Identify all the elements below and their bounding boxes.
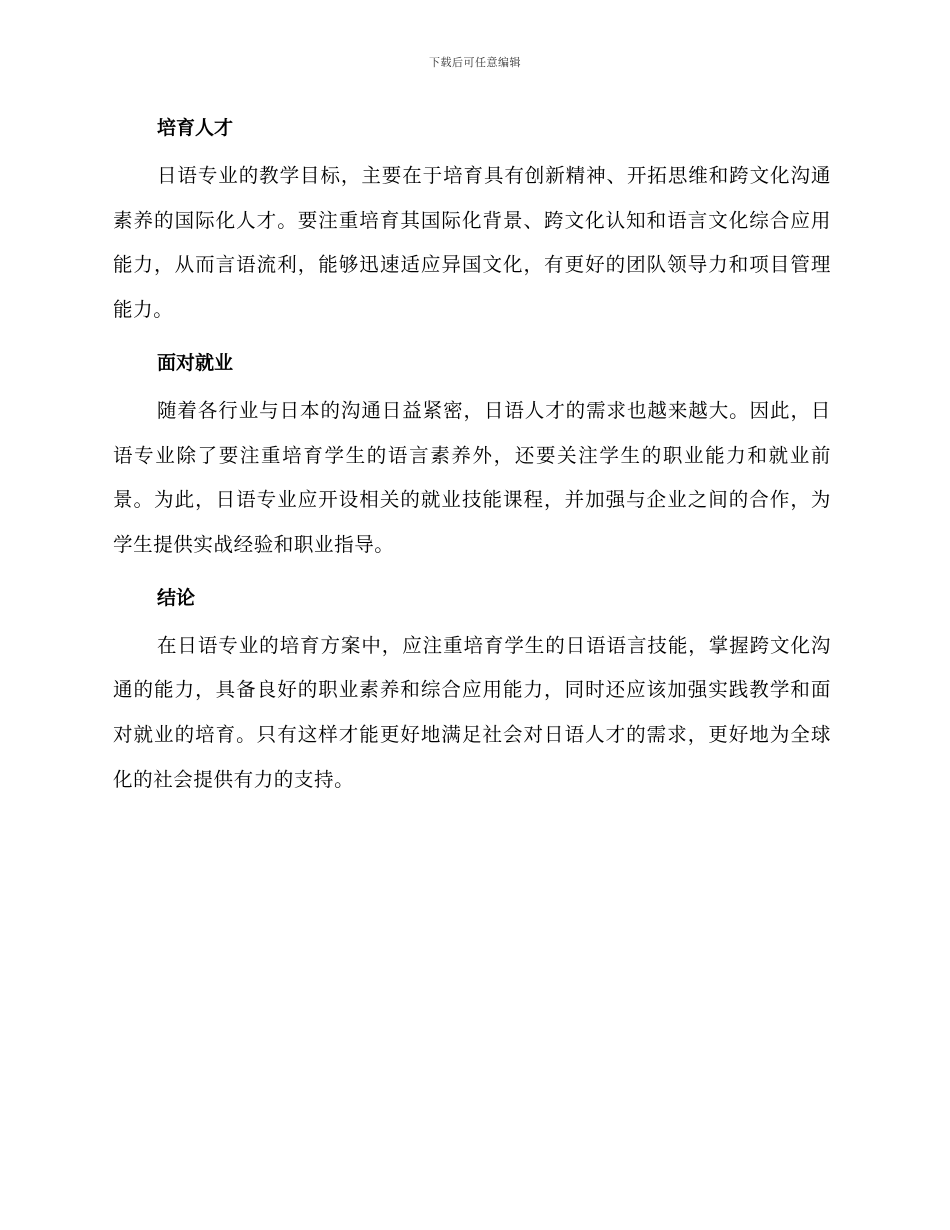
- section-paragraph-conclusion: 在日语专业的培育方案中，应注重培育学生的日语语言技能，掌握跨文化沟通的能力，具备良好的职业素养和综合应用能力，同时还应该加强实践教学和面对就业的培育。只有这样才能更好地满足社会对日语人才的需求，更好地为全球化的社会提供有力的支持。: [113, 633, 831, 791]
- section-paragraph-talent: 日语专业的教学目标，主要在于培育具有创新精神、开拓思维和跨文化沟通素养的国际化人才。要注重培育其国际化背景、跨文化认知和语言文化综合应用能力，从而言语流利，能够迅速适应异国文化，有更好的团队领导力和项目管理能力。: [113, 164, 831, 322]
- section-title-employment: 面对就业: [157, 351, 234, 374]
- header-note: 下载后可任意编辑: [429, 56, 521, 69]
- section-title-conclusion: 结论: [157, 586, 196, 609]
- section-title-talent: 培育人才: [157, 117, 234, 139]
- document-body: [113, 110, 831, 802]
- section-paragraph-employment: 随着各行业与日本的沟通日益紧密，日语人才的需求也越来越大。因此，日语专业除了要注重培育学生的语言素养外，还要关注学生的职业能力和就业前景。为此，日语专业应开设相关的就业技能课程，并加强与企业之间的合作，为学生提供实战经验和职业指导。: [113, 398, 831, 556]
